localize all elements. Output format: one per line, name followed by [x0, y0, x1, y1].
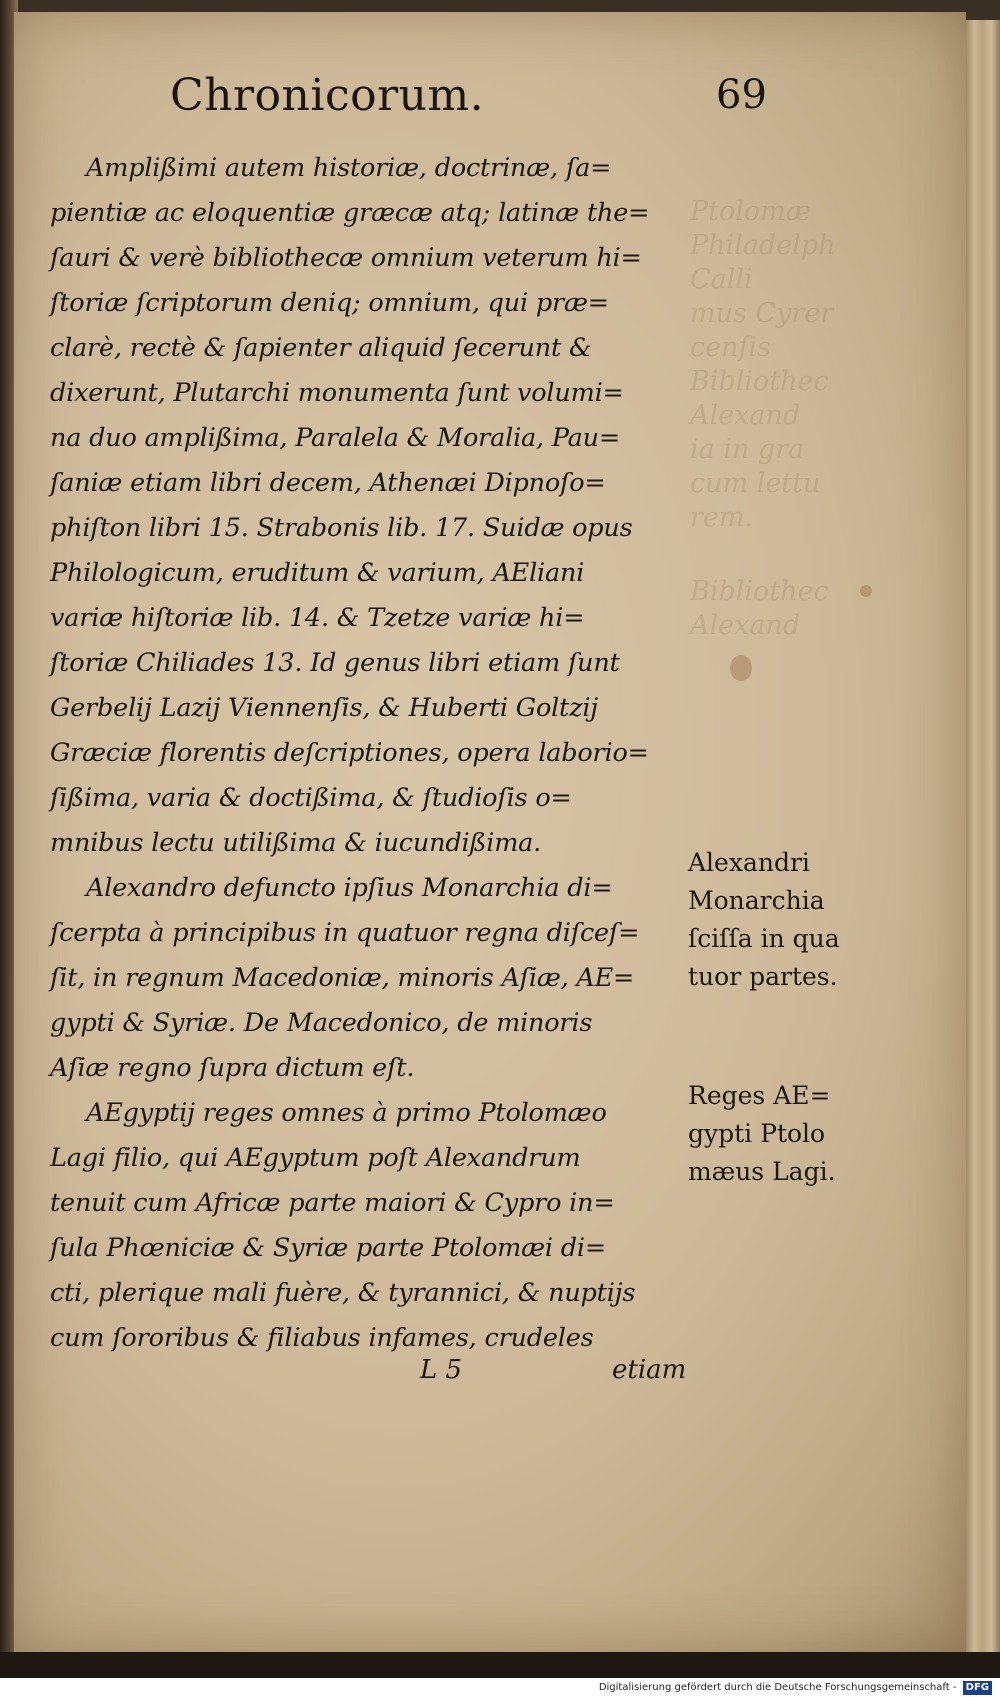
margin-note-line: gypti Ptolo [688, 1119, 826, 1148]
text-line: tenuit cum Africæ parte maiori & Cypro in= [50, 1188, 615, 1218]
margin-note-reges [688, 1077, 836, 1191]
margin-note-line: Monarchia [688, 886, 825, 915]
text-line: ſtoriæ ſcriptorum deniq; omnium, qui præ= [50, 288, 609, 318]
text-line: cum ſororibus & filiabus infames, crudeles [50, 1323, 594, 1353]
body-text [50, 146, 690, 1361]
text-line: phiſton libri 15. Strabonis lib. 17. Suidæ opus [50, 513, 633, 543]
text-line: dixerunt, Plutarchi monumenta ſunt volumi= [50, 378, 624, 408]
text-line: ſißima, varia & doctißima, & ſtudioſis o= [50, 783, 572, 813]
text-line: Amplißimi autem historiæ, doctrinæ, ſa= [86, 153, 612, 183]
margin-note-line: ſciſſa in qua [688, 924, 840, 953]
show-through-text: Ptolomæ Philadelph Calli mus Cyrer cenſis Bibliothec Alexand ia in gra cum lettu rem. Bibliothec Alexand [690, 196, 836, 641]
text-line: mnibus lectu utilißima & iucundißima. [50, 828, 542, 858]
margin-note-alexandri [688, 844, 840, 996]
text-line: Lagi filio, qui AEgyptum poſt Alexandrum [50, 1143, 581, 1173]
text-line: AEgyptij reges omnes à primo Ptolomæo [86, 1098, 607, 1128]
text-line: Philologicum, eruditum & varium, AEliani [50, 558, 585, 588]
paper-stain [730, 655, 752, 681]
text-line: ſaniæ etiam libri decem, Athenæi Dipnoſo= [50, 468, 606, 498]
margin-note-line: tuor partes. [688, 962, 838, 991]
text-line: ſcerpta à principibus in quatuor regna diſceſ= [50, 918, 640, 948]
signature-mark: L 5 [420, 1355, 463, 1385]
text-line: ſtoriæ Chiliades 13. Id genus libri etiam ſunt [50, 648, 620, 678]
text-line: Gerbelij Lazij Viennenſis, & Huberti Goltzij [50, 693, 598, 723]
credit-text: Digitalisierung gefördert durch die Deutsche Forschungsgemeinschaft - [598, 1682, 957, 1693]
text-line: Græciæ florentis deſcriptiones, opera laborio= [50, 738, 649, 768]
text-line: na duo amplißima, Paralela & Moralia, Pau= [50, 423, 621, 453]
text-line: gypti & Syriæ. De Macedonico, de minoris [50, 1008, 593, 1038]
digitization-credit [0, 1678, 1000, 1697]
scan-border [0, 1652, 1000, 1678]
margin-note-line: Reges AE= [688, 1081, 831, 1110]
text-line: variæ hiſtoriæ lib. 14. & Tzetze variæ hi= [50, 603, 585, 633]
text-line: Aſiæ regno ſupra dictum eſt. [50, 1053, 415, 1083]
margin-note-line: mæus Lagi. [688, 1157, 836, 1186]
text-line: ſula Phœniciæ & Syriæ parte Ptolomæi di= [50, 1233, 606, 1263]
running-header-title: Chronicorum. [170, 70, 485, 121]
dfg-logo: DFG [963, 1681, 992, 1695]
text-line: Alexandro defuncto ipſius Monarchia di= [86, 873, 613, 903]
text-line: ſit, in regnum Macedoniæ, minoris Aſiæ, AE= [50, 963, 635, 993]
text-line: clarè, rectè & ſapienter aliquid ſecerunt & [50, 333, 592, 363]
paper-stain [860, 585, 872, 597]
text-line: cti, plerique mali fuère, & tyrannici, & nuptijs [50, 1278, 636, 1308]
margin-note-line: Alexandri [688, 848, 810, 877]
page-edges [966, 20, 1000, 1660]
text-line: pientiæ ac eloquentiæ græcæ atq; latinæ the= [50, 198, 650, 228]
catchword: etiam [612, 1355, 687, 1385]
page-number: 69 [716, 72, 767, 118]
text-line: ſauri & verè bibliothecæ omnium veterum hi= [50, 243, 642, 273]
